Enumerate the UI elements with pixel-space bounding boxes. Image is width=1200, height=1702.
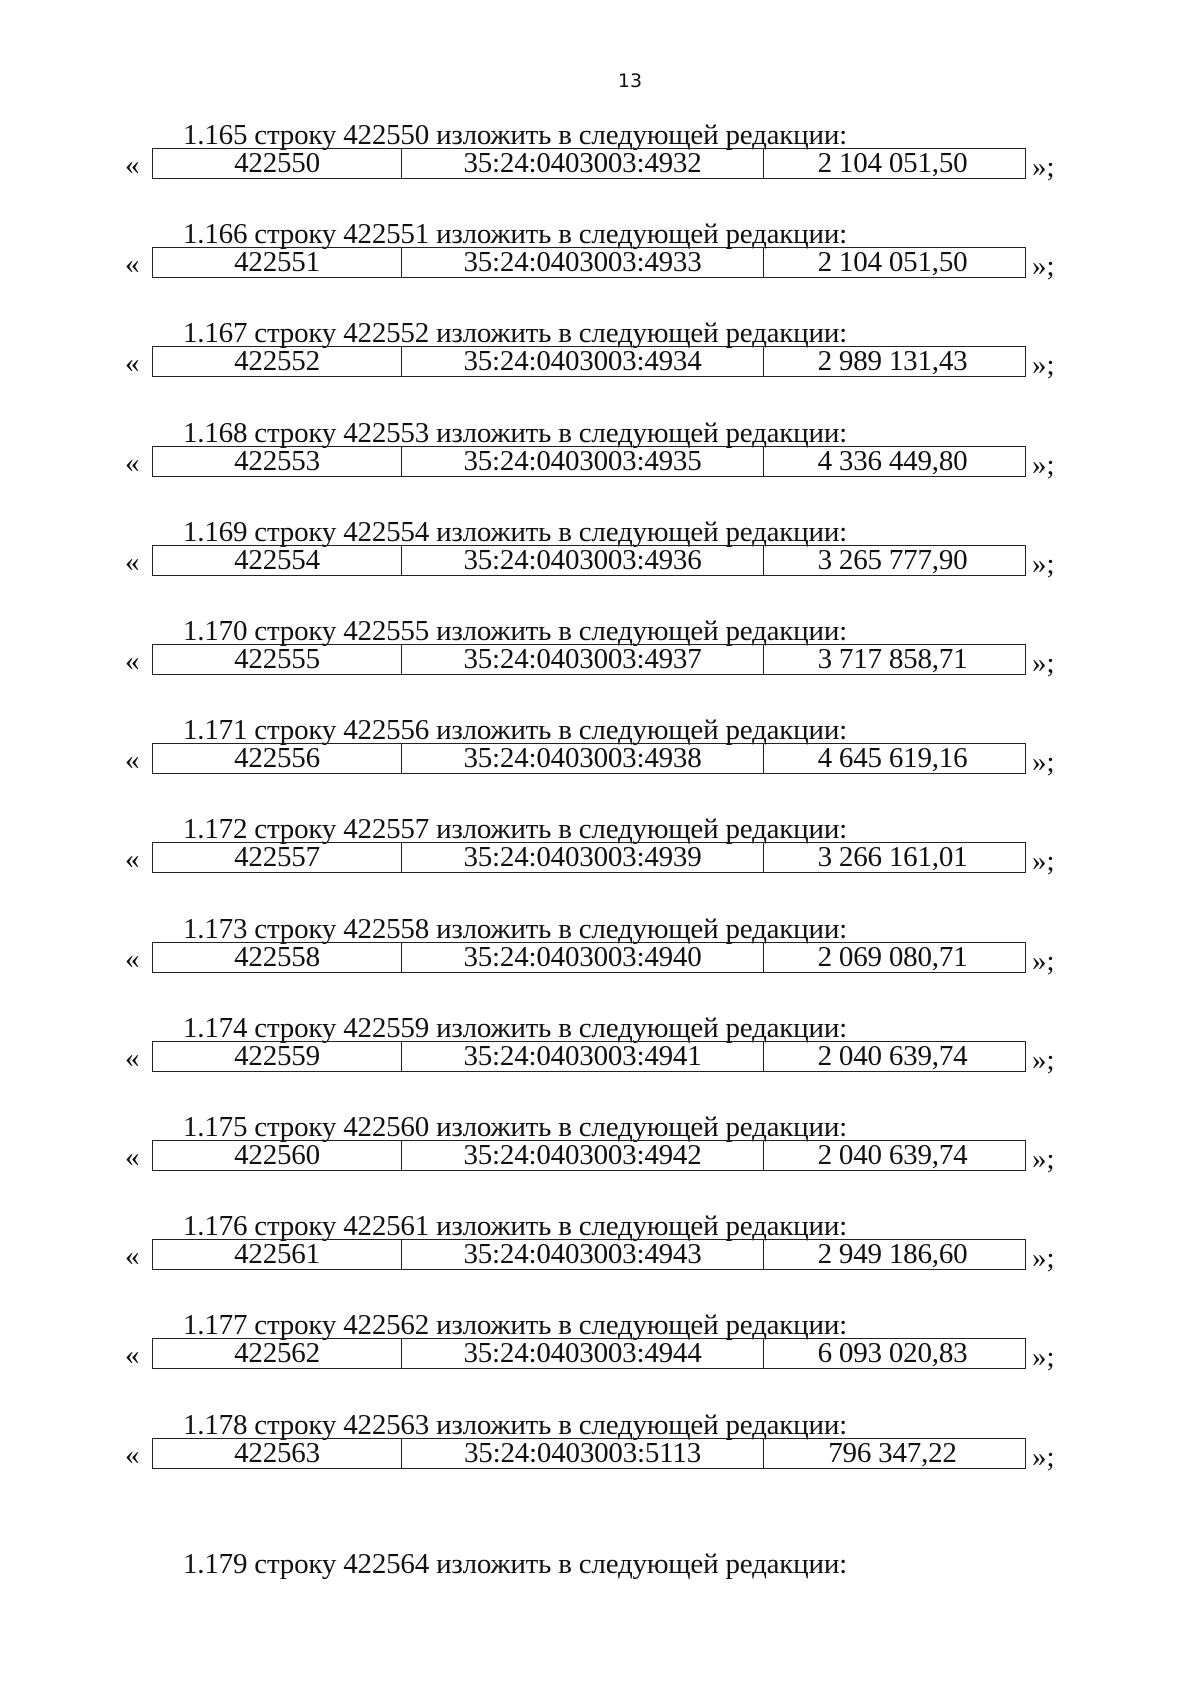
row-code: 422555	[234, 643, 320, 675]
opening-quote: «	[125, 1141, 140, 1173]
row-code-cell	[153, 347, 402, 376]
cadastral-number-cell	[402, 645, 764, 674]
row-code-cell	[153, 543, 402, 576]
cadastral-number-cell	[402, 543, 764, 576]
cadastral-value-cell	[764, 940, 1025, 973]
opening-quote: «	[125, 248, 140, 281]
amendment-instruction: 1.175 строку 422560 изложить в следующей редакции:	[183, 1111, 847, 1143]
amendment-instruction: 1.171 строку 422556 изложить в следующей редакции:	[183, 714, 847, 747]
amendment-item	[0, 812, 1200, 904]
cadastral-number-cell	[402, 843, 764, 872]
closing-quote: »;	[1032, 845, 1055, 878]
cadastral-value: 2 104 051,50	[817, 246, 968, 279]
replacement-row	[152, 1438, 1026, 1469]
cadastral-number: 35:24:0403003:4937	[463, 643, 702, 675]
cadastral-value-cell	[764, 149, 1025, 178]
replacement-row	[152, 1041, 1026, 1072]
replacement-row	[152, 247, 1026, 278]
amendment-instruction: 1.174 строку 422559 изложить в следующей редакции:	[183, 1011, 847, 1044]
cadastral-number-cell	[402, 1240, 764, 1269]
closing-quote: »;	[1032, 1143, 1055, 1175]
cadastral-value-cell	[764, 1240, 1025, 1269]
replacement-row	[152, 942, 1026, 973]
row-code: 422550	[234, 147, 320, 179]
closing-quote: »;	[1032, 349, 1055, 382]
cadastral-value: 796 347,22	[828, 1436, 957, 1469]
row-code: 422554	[234, 543, 320, 576]
cadastral-value: 2 069 080,71	[817, 940, 968, 973]
cadastral-number: 35:24:0403003:4932	[463, 147, 702, 179]
amendment-item	[0, 1308, 1200, 1400]
amendment-instruction: 1.177 строку 422562 изложить в следующей редакции:	[183, 1309, 847, 1342]
cadastral-value: 2 989 131,43	[817, 345, 968, 378]
cadastral-number-cell	[402, 149, 764, 178]
cadastral-number: 35:24:0403003:4944	[463, 1337, 702, 1370]
opening-quote: «	[125, 347, 140, 380]
amendment-instruction: 1.168 строку 422553 изложить в следующей редакции:	[183, 416, 847, 449]
closing-quote: »;	[1032, 448, 1055, 481]
row-code-cell	[153, 940, 402, 973]
cadastral-number: 35:24:0403003:4943	[463, 1238, 702, 1271]
cadastral-value-cell	[764, 1039, 1025, 1072]
opening-quote: «	[125, 149, 140, 181]
cadastral-number-cell	[402, 940, 764, 973]
row-code-cell	[153, 444, 402, 477]
cadastral-value: 3 717 858,71	[817, 643, 968, 675]
row-code-cell	[153, 149, 402, 178]
amendment-instruction: 1.169 строку 422554 изложить в следующей редакции:	[183, 515, 847, 548]
cadastral-value-cell	[764, 645, 1025, 674]
amendment-instruction: 1.178 строку 422563 изложить в следующей редакции:	[183, 1408, 847, 1441]
amendment-item	[0, 912, 1200, 1004]
cadastral-number-cell	[402, 1039, 764, 1072]
opening-quote: «	[125, 1041, 140, 1074]
amendment-item	[0, 614, 1200, 706]
closing-quote: »;	[1032, 1043, 1055, 1076]
replacement-row	[152, 446, 1026, 477]
amendment-item	[0, 1011, 1200, 1103]
cadastral-value: 4 645 619,16	[817, 742, 968, 775]
amendment-instruction: 1.176 строку 422561 изложить в следующей редакции:	[183, 1210, 847, 1243]
replacement-row	[152, 148, 1026, 179]
cadastral-number-cell	[402, 1339, 764, 1368]
amendment-item	[0, 316, 1200, 408]
amendment-item	[0, 1547, 1200, 1639]
closing-quote: »;	[1032, 944, 1055, 977]
cadastral-number: 35:24:0403003:4934	[463, 345, 702, 378]
closing-quote: »;	[1032, 647, 1055, 679]
opening-quote: «	[125, 1339, 140, 1372]
row-code: 422558	[234, 940, 320, 973]
cadastral-value-cell	[764, 1436, 1025, 1469]
cadastral-value: 4 336 449,80	[817, 444, 968, 477]
row-code: 422557	[234, 841, 320, 874]
cadastral-value-cell	[764, 1339, 1025, 1368]
row-code: 422562	[234, 1337, 320, 1370]
replacement-row	[152, 743, 1026, 774]
cadastral-value-cell	[764, 1141, 1025, 1170]
cadastral-number: 35:24:0403003:4941	[463, 1039, 702, 1072]
opening-quote: «	[125, 545, 140, 578]
amendment-instruction: 1.167 строку 422552 изложить в следующей редакции:	[183, 317, 847, 350]
amendment-instruction: 1.166 строку 422551 изложить в следующей редакции:	[183, 218, 847, 251]
amendment-instruction: 1.173 строку 422558 изложить в следующей редакции:	[183, 912, 847, 945]
row-code-cell	[153, 1436, 402, 1469]
closing-quote: »;	[1032, 1440, 1055, 1473]
row-code: 422560	[234, 1139, 320, 1171]
replacement-row	[152, 545, 1026, 576]
replacement-row	[152, 1140, 1026, 1171]
row-code-cell	[153, 843, 402, 872]
replacement-row	[152, 842, 1026, 873]
opening-quote: «	[125, 645, 140, 677]
amendment-instruction: 1.165 строку 422550 изложить в следующей редакции:	[183, 119, 847, 151]
closing-quote: »;	[1032, 746, 1055, 779]
amendment-item	[0, 217, 1200, 309]
closing-quote: »;	[1032, 250, 1055, 283]
opening-quote: «	[125, 744, 140, 777]
row-code-cell	[153, 744, 402, 773]
opening-quote: «	[125, 942, 140, 975]
cadastral-number: 35:24:0403003:4933	[463, 246, 702, 279]
opening-quote: «	[125, 1438, 140, 1471]
amendment-item	[0, 1209, 1200, 1301]
cadastral-number-cell	[402, 744, 764, 773]
replacement-row	[152, 1338, 1026, 1369]
row-code-cell	[153, 1339, 402, 1368]
row-code: 422561	[234, 1238, 320, 1271]
row-code-cell	[153, 645, 402, 674]
amendment-instruction: 1.179 строку 422564 изложить в следующей редакции:	[183, 1547, 847, 1580]
row-code: 422551	[234, 246, 320, 279]
cadastral-value-cell	[764, 744, 1025, 773]
cadastral-number: 35:24:0403003:4938	[463, 742, 702, 775]
row-code: 422556	[234, 742, 320, 775]
replacement-row	[152, 644, 1026, 675]
cadastral-value: 3 266 161,01	[817, 841, 968, 874]
amendment-item	[0, 1408, 1200, 1500]
cadastral-number-cell	[402, 248, 764, 277]
opening-quote: «	[125, 843, 140, 876]
cadastral-value-cell	[764, 444, 1025, 477]
cadastral-number-cell	[402, 1436, 764, 1469]
closing-quote: »;	[1032, 151, 1055, 183]
amendment-item	[0, 515, 1200, 607]
cadastral-value-cell	[764, 843, 1025, 872]
amendment-instruction: 1.170 строку 422555 изложить в следующей редакции:	[183, 615, 847, 647]
cadastral-number: 35:24:0403003:4935	[463, 444, 702, 477]
closing-quote: »;	[1032, 1341, 1055, 1374]
cadastral-number-cell	[402, 347, 764, 376]
replacement-row	[152, 1239, 1026, 1270]
amendment-item	[0, 713, 1200, 805]
row-code: 422552	[234, 345, 320, 378]
amendment-instruction: 1.172 строку 422557 изложить в следующей редакции:	[183, 813, 847, 846]
cadastral-number: 35:24:0403003:4936	[463, 543, 702, 576]
amendment-item	[0, 416, 1200, 508]
cadastral-number-cell	[402, 1141, 764, 1170]
row-code-cell	[153, 1141, 402, 1170]
cadastral-number: 35:24:0403003:5113	[464, 1436, 701, 1469]
row-code: 422553	[234, 444, 320, 477]
amendment-item	[0, 1110, 1200, 1202]
cadastral-value: 2 949 186,60	[817, 1238, 968, 1271]
cadastral-value: 2 104 051,50	[817, 147, 968, 179]
cadastral-value-cell	[764, 543, 1025, 576]
row-code-cell	[153, 1039, 402, 1072]
cadastral-number: 35:24:0403003:4942	[463, 1139, 702, 1171]
cadastral-number: 35:24:0403003:4940	[463, 940, 702, 973]
cadastral-value: 3 265 777,90	[817, 543, 968, 576]
opening-quote: «	[125, 1240, 140, 1273]
amendment-item	[0, 118, 1200, 210]
row-code-cell	[153, 1240, 402, 1269]
cadastral-value: 2 040 639,74	[817, 1039, 968, 1072]
cadastral-number: 35:24:0403003:4939	[463, 841, 702, 874]
cadastral-value: 6 093 020,83	[817, 1337, 968, 1370]
opening-quote: «	[125, 446, 140, 479]
cadastral-value-cell	[764, 347, 1025, 376]
cadastral-value: 2 040 639,74	[817, 1139, 968, 1171]
row-code: 422563	[234, 1436, 320, 1469]
row-code: 422559	[234, 1039, 320, 1072]
row-code-cell	[153, 248, 402, 277]
closing-quote: »;	[1032, 1242, 1055, 1275]
closing-quote: »;	[1032, 547, 1055, 580]
cadastral-number-cell	[402, 444, 764, 477]
page-number: 13	[617, 70, 643, 92]
replacement-row	[152, 346, 1026, 377]
cadastral-value-cell	[764, 248, 1025, 277]
